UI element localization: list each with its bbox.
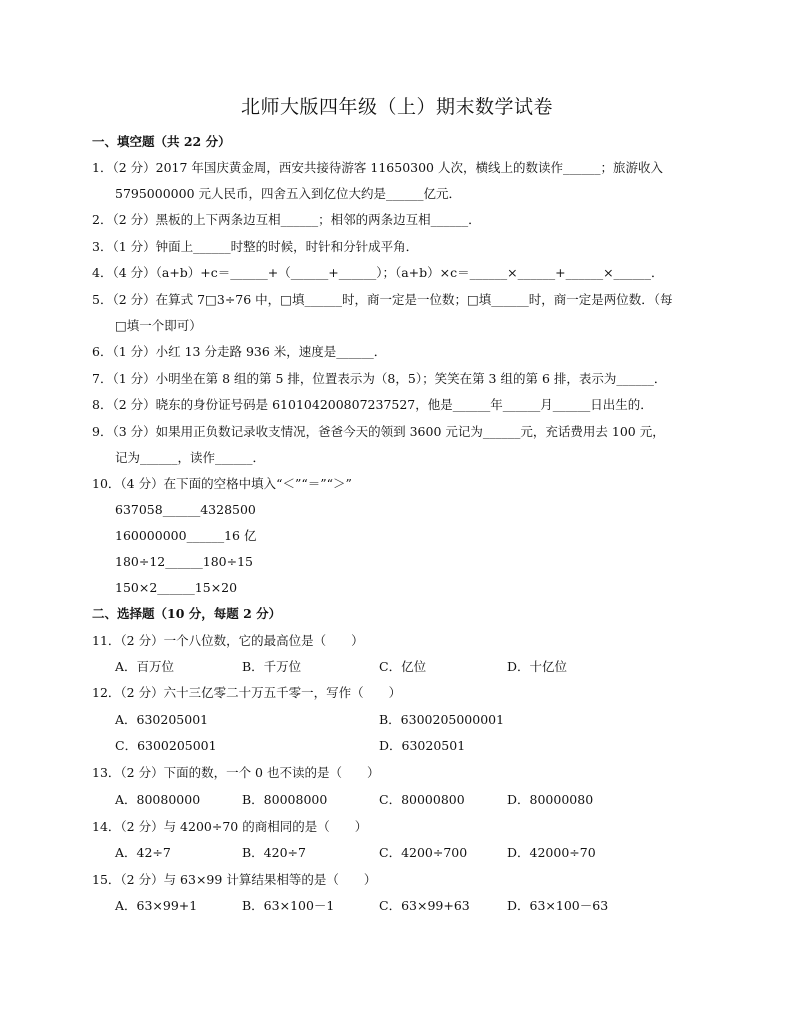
question-13-option-d: D．80000080 <box>507 792 594 807</box>
question-12: 12．（2 分）六十三亿零二十万五千零一，写作（ ） <box>92 685 402 700</box>
question-13: 13．（2 分）下面的数，一个 0 也不读的是（ ） <box>92 765 380 780</box>
question-10-item: 150×2______15×20 <box>115 580 238 595</box>
question-13-option-c: C．80000800 <box>379 792 465 807</box>
question-15-option-b: B．63×100－1 <box>242 898 335 913</box>
question-10-item: 160000000______16 亿 <box>115 528 257 543</box>
question-3: 3．（1 分）钟面上______时整的时候，时针和分针成平角． <box>92 239 419 254</box>
question-10: 10．（4 分）在下面的空格中填入“＜”“＝”“＞” <box>92 476 352 491</box>
question-7: 7．（1 分）小明坐在第 8 组的第 5 排，位置表示为（8，5）；笑笑在第 3 组的第 6 排，表示为______． <box>92 371 667 386</box>
section-1-heading: 一、填空题（共 22 分） <box>92 134 231 149</box>
question-5-line-1: 5．（2 分）在算式 7□3÷76 中，□填______时，商一定是一位数；□填______时，商一定是两位数．（每 <box>92 292 673 307</box>
question-14-option-b: B．420÷7 <box>242 845 306 860</box>
question-10-item: 637058______4328500 <box>115 502 256 517</box>
question-5-line-2: □填一个即可） <box>115 318 202 333</box>
question-11-option-d: D．十亿位 <box>507 659 568 674</box>
question-11-option-a: A．百万位 <box>115 659 175 674</box>
question-9-line-1: 9．（3 分）如果用正负数记录收支情况，爸爸今天的领到 3600 元记为______元，充话费用去 100 元， <box>92 424 665 439</box>
question-12-option-a: A．630205001 <box>115 712 209 727</box>
question-12-option-b: B．6300205000001 <box>379 712 505 727</box>
question-11-option-c: C．亿位 <box>379 659 427 674</box>
question-15-option-d: D．63×100－63 <box>507 898 609 913</box>
question-4: 4．（4 分）（a+b）+c＝______+（______+______）；（a+b）×c＝______×______+______×______． <box>92 265 664 280</box>
question-15-option-a: A．63×99+1 <box>115 898 198 913</box>
question-13-option-b: B．80008000 <box>242 792 328 807</box>
question-1-line-1: 1．（2 分）2017 年国庆黄金周，西安共接待游客 11650300 人次，横线上的数读作______；旅游收入 <box>92 160 663 175</box>
question-11-option-b: B．千万位 <box>242 659 302 674</box>
question-8: 8．（2 分）晓东的身份证号码是 610104200807237527，他是______年______月______日出生的． <box>92 397 653 412</box>
question-1-line-2: 5795000000 元人民币，四舍五入到亿位大约是______亿元． <box>115 186 462 201</box>
question-15-option-c: C．63×99+63 <box>379 898 470 913</box>
question-12-option-c: C．6300205001 <box>115 738 217 753</box>
question-2: 2．（2 分）黑板的上下两条边互相______；相邻的两条边互相______． <box>92 212 481 227</box>
question-14-option-c: C．4200÷700 <box>379 845 468 860</box>
page-title: 北师大版四年级（上）期末数学试卷 <box>240 96 553 118</box>
question-14: 14．（2 分）与 4200÷70 的商相同的是（ ） <box>92 819 368 834</box>
question-9-line-2: 记为______，读作______． <box>115 450 266 465</box>
question-12-option-d: D．63020501 <box>379 738 466 753</box>
question-6: 6．（1 分）小红 13 分走路 936 米，速度是______． <box>92 344 387 359</box>
question-11: 11．（2 分）一个八位数，它的最高位是（ ） <box>92 633 364 648</box>
question-10-item: 180÷12______180÷15 <box>115 554 253 569</box>
question-14-option-a: A．42÷7 <box>115 845 171 860</box>
question-14-option-d: D．42000÷70 <box>507 845 596 860</box>
question-15: 15．（2 分）与 63×99 计算结果相等的是（ ） <box>92 872 377 887</box>
question-13-option-a: A．80080000 <box>115 792 201 807</box>
section-2-heading: 二、选择题（10 分，每题 2 分） <box>92 606 282 621</box>
